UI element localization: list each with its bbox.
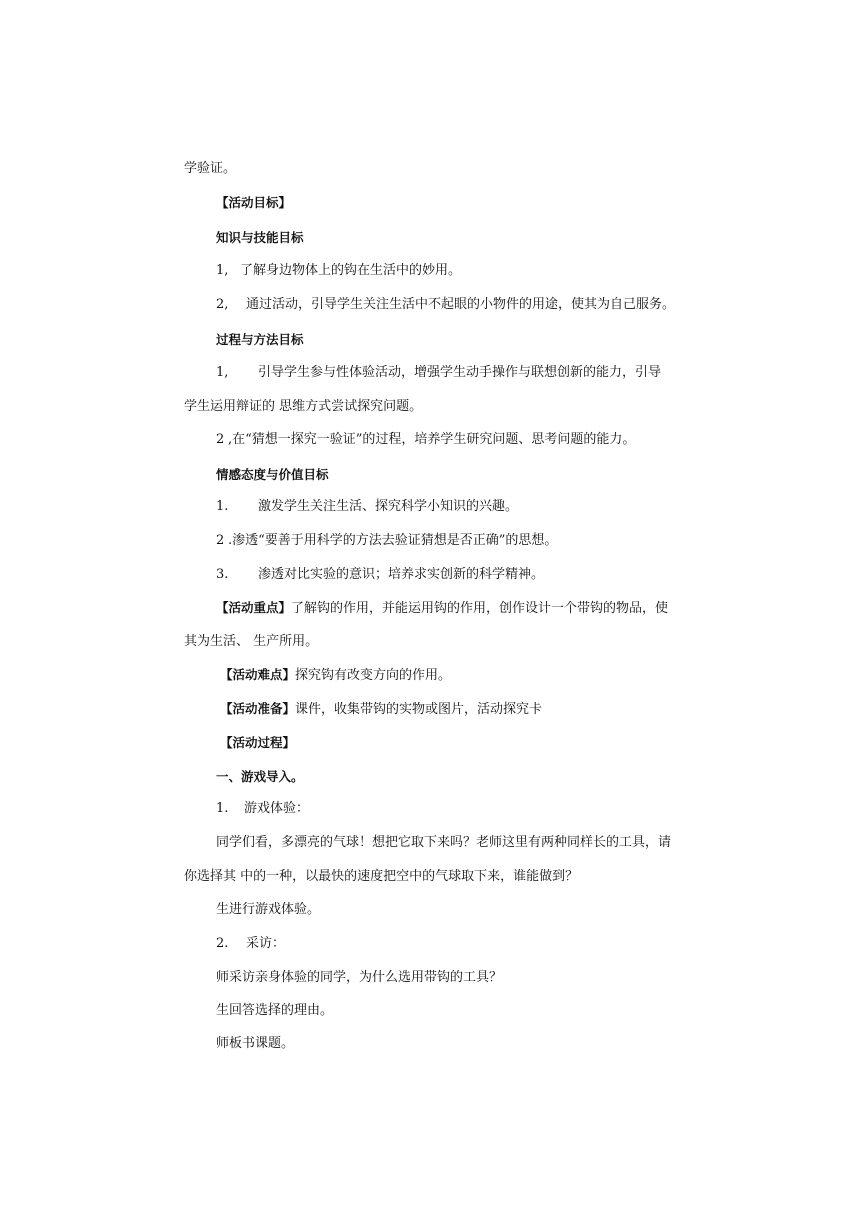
list-item xyxy=(216,566,544,584)
section-heading-difficulty: 【活动难点】 xyxy=(220,667,296,682)
subheading-knowledge-skills: 知识与技能目标 xyxy=(216,230,304,245)
list-text: 采访： xyxy=(246,936,286,951)
section-heading-objectives: 【活动目标】 xyxy=(216,195,292,210)
paragraph-text: 课件，收集带钩的实物或图片，活动探究卡 xyxy=(295,702,543,717)
section-heading-process: 【活动过程】 xyxy=(220,735,296,750)
list-number: 3. xyxy=(216,567,229,582)
paragraph-preparation xyxy=(220,700,542,719)
list-item xyxy=(216,532,557,550)
list-number: 2 xyxy=(216,432,225,447)
section-heading-key-points: 【活动重点】 xyxy=(216,600,292,615)
subheading-process-method: 过程与方法目标 xyxy=(216,332,304,347)
list-text: .渗透“要善于用科学的方法去验证猜想是否正确”的思想。 xyxy=(228,533,558,548)
list-number: 1. xyxy=(216,499,229,514)
list-item xyxy=(216,431,635,449)
list-text: 通过活动，引导学生关注生活中不起眼的小物件的用途，使其为自己服务。 xyxy=(246,297,676,312)
paragraph-text: 探究钩有改变方向的作用。 xyxy=(295,668,452,683)
subheading-emotion-values: 情感态度与价值目标 xyxy=(216,467,329,482)
list-text: 游戏体验： xyxy=(244,801,310,816)
list-text: 渗透对比实验的意识；培养求实创新的科学精神。 xyxy=(258,567,545,582)
text-line: 同学们看，多漂亮的气球！想把它取下来吗？老师这里有两种同样长的工具，请 xyxy=(216,835,672,850)
text-line: 你选择其 中的一种，以最快的速度把空中的气球取下来，谁能做到？ xyxy=(184,869,579,884)
text-line: 学验证。 xyxy=(184,161,237,176)
section-heading-preparation: 【活动准备】 xyxy=(220,701,296,716)
list-number: 1, xyxy=(216,365,229,380)
list-number: 1, xyxy=(216,263,229,278)
text-line: 学生运用辩证的 思维方式尝试探究问题。 xyxy=(184,399,423,414)
list-item xyxy=(216,935,285,953)
text-line: 其为生活、 生产所用。 xyxy=(184,634,319,649)
text-line: 师采访亲身体验的同学，为什么选用带钩的工具？ xyxy=(216,970,503,985)
list-item xyxy=(216,498,518,516)
list-text: ,在“猜想一探究一验证”的过程，培养学生研究问题、思考问题的能力。 xyxy=(228,432,636,447)
list-text: 了解身边物体上的钩在生活中的妙用。 xyxy=(240,263,462,278)
text-line: 生进行游戏体验。 xyxy=(216,902,321,917)
text-line: 师板书课题。 xyxy=(216,1036,295,1051)
paragraph-key-points xyxy=(216,599,668,618)
list-number: 2 xyxy=(216,533,225,548)
list-item xyxy=(216,364,661,382)
paragraph-difficulty xyxy=(220,666,451,685)
list-text: 引导学生参与性体验活动，增强学生动手操作与联想创新的能力，引导 xyxy=(258,365,662,380)
subheading-game-intro: 一、游戏导入。 xyxy=(216,769,304,784)
paragraph-text: 了解钩的作用，并能运用钩的作用，创作设计一个带钩的物品，使 xyxy=(291,601,669,616)
list-item xyxy=(216,800,309,818)
list-item xyxy=(216,296,675,314)
list-item xyxy=(216,262,461,280)
text-line: 生回答选择的理由。 xyxy=(216,1003,334,1018)
list-number: 1. xyxy=(216,801,229,816)
list-number: 2, xyxy=(216,297,229,312)
list-text: 激发学生关注生活、探究科学小知识的兴趣。 xyxy=(258,499,519,514)
list-number: 2. xyxy=(216,936,229,951)
